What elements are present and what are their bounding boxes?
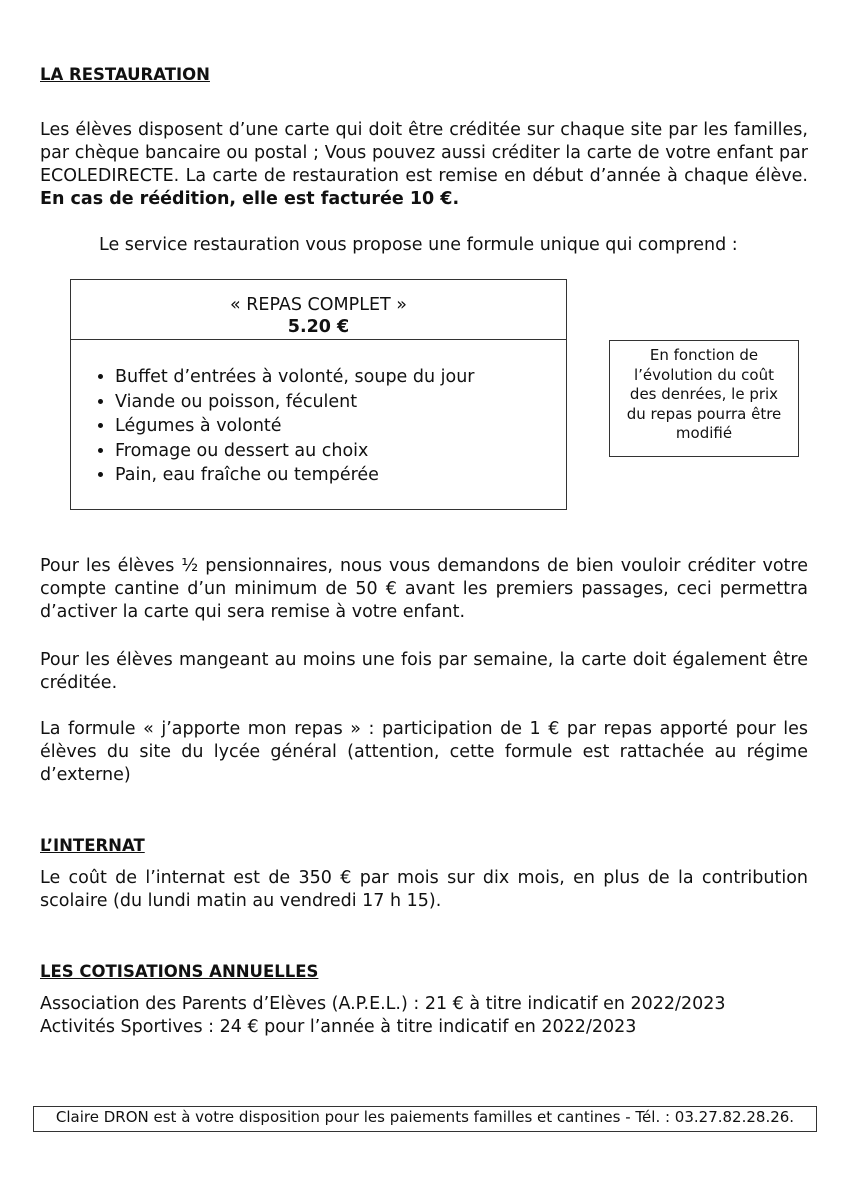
weekly-paragraph: Pour les élèves mangeant au moins une fois par semaine, la carte doit également être créditée. [40,650,808,693]
menu-price: 5.20 € [287,317,350,337]
cotisations-heading: LES COTISATIONS ANNUELLES [40,962,319,981]
contact-footer [33,1106,817,1132]
menu-box [70,279,567,510]
contact-text: Claire DRON est à votre disposition pour les paiements familles et cantines - Tél. : 03.27.82.28.26. [55,1108,795,1126]
menu-item: • Pain, eau fraîche ou tempérée [115,463,566,488]
restauration-intro [40,119,808,211]
menu-item: • Légumes à volonté [115,414,566,439]
menu-item: • Fromage ou dessert au choix [115,439,566,464]
reissue-fee-text: En cas de réédition, elle est facturée 10 €. [40,189,460,209]
restauration-heading: LA RESTAURATION [40,65,210,84]
cotisation-apel: Association des Parents d’Elèves (A.P.E.L.) : 21 € à titre indicatif en 2022/2023 [40,994,726,1014]
price-note-box [609,340,799,457]
menu-item: • Buffet d’entrées à volonté, soupe du jour [115,365,566,390]
cotisation-sport: Activités Sportives : 24 € pour l’année à titre indicatif en 2022/2023 [40,1017,637,1037]
restauration-intro-text: Les élèves disposent d’une carte qui doit être créditée sur chaque site par les familles, par chèque bancaire ou postal ; Vous pouvez aussi créditer la carte de votre enfant par ECOLEDIRECTE. La carte de restauration est remise en début d’année à chaque élève. [40,120,808,186]
price-note-text: En fonction de l’évolution du coût des denrées, le prix du repas pourra être modifié [626,346,782,442]
own-meal-paragraph: La formule « j’apporte mon repas » : participation de 1 € par repas apporté pour les élèves du site du lycée général (attention, cette formule est rattachée au régime d’externe) [40,719,808,785]
menu-title: « REPAS COMPLET » [230,295,407,315]
menu-item: • Viande ou poisson, féculent [115,390,566,415]
menu-header [71,280,566,340]
internat-heading: L’INTERNAT [40,836,145,855]
internat-paragraph: Le coût de l’internat est de 350 € par mois sur dix mois, en plus de la contribution scolaire (du lundi matin au vendredi 17 h 15). [40,868,808,911]
service-line: Le service restauration vous propose une formule unique qui comprend : [99,235,738,255]
half-board-paragraph: Pour les élèves ½ pensionnaires, nous vous demandons de bien vouloir créditer votre compte cantine d’un minimum de 50 € avant les premiers passages, ceci permettra d’activer la carte qui sera remise à votre enfant. [40,556,808,622]
menu-items [71,365,566,488]
